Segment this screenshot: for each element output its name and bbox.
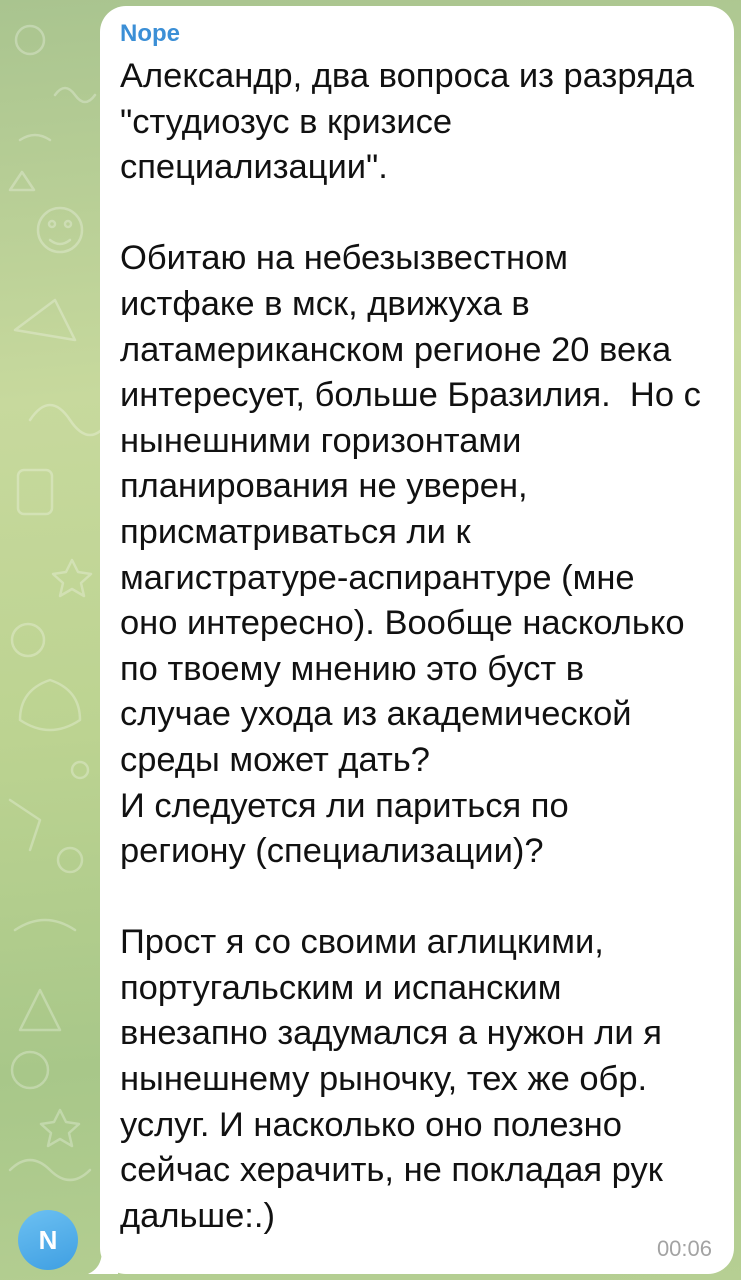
message-text: Александр, два вопроса из разряда "студиозус в кризисе специализации". Обитаю на небезызвестном истфаке в мск, движуха в латамериканском регионе 20 века интересует, больше Бразилия. Но с нынешними горизонтами планирования не уверен, присматриваться ли к магистратуре-аспирантуре (мне оно интересно). Вообще насколько по твоему мнению это буст в случае ухода из академической среды может дать? И следуется ли париться по региону (специализации)? Прост я со своими аглицкими, португальским и испанским внезапно задумался а нужон ли я нынешнему рыночку, тех же обр. услуг. И насколько оно полезно сейчас херачить, не покладая рук дальше:.) (120, 57, 701, 1235)
message-bubble[interactable] (100, 6, 734, 1274)
sender-name[interactable]: Nope (120, 20, 180, 47)
message-time: 00:06 (656, 1236, 712, 1261)
sender-avatar[interactable] (18, 1210, 78, 1270)
avatar-initial: N (38, 1224, 58, 1255)
